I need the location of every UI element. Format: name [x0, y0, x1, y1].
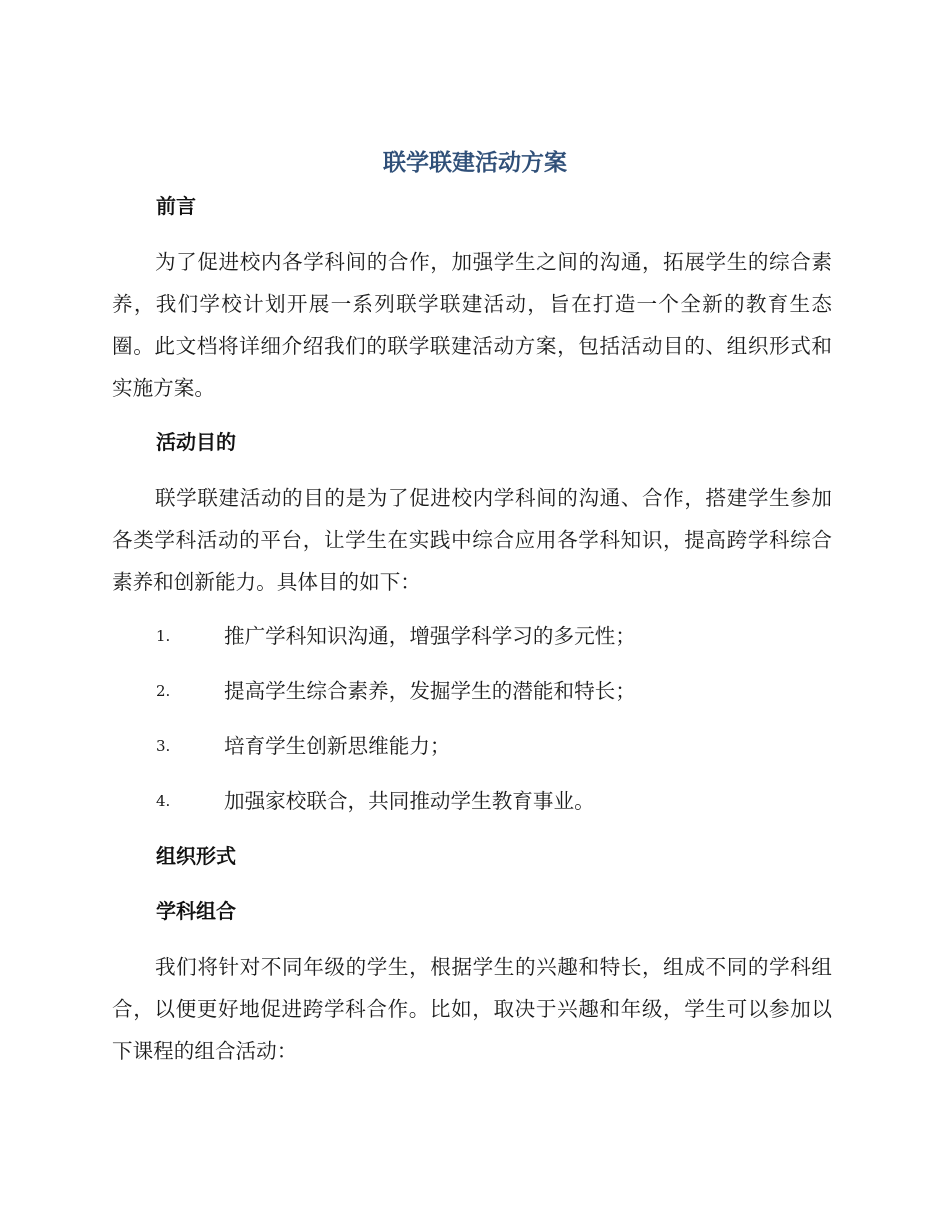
list-item [156, 621, 836, 651]
list-item [156, 676, 836, 706]
list-item-text: 加强家校联合，共同推动学生教育事业。 [224, 789, 595, 813]
list-item-number: 3. [156, 737, 171, 755]
paragraph-preface: 为了促进校内各学科间的合作，加强学生之间的沟通，拓展学生的综合素养，我们学校计划开展一系列联学联建活动，旨在打造一个全新的教育生态圈。此文档将详细介绍我们的联学联建活动方案，包括活动目的、组织形式和实施方案。 [112, 250, 832, 400]
list-item [156, 731, 836, 761]
list-item-text: 培育学生创新思维能力； [224, 734, 451, 758]
list-item-number: 1. [156, 627, 171, 645]
list-item-number: 2. [156, 682, 171, 700]
section-heading-purpose: 活动目的 [156, 430, 236, 454]
list-item-number: 4. [156, 792, 171, 810]
section-heading-preface: 前言 [156, 194, 196, 218]
subsection-heading-subject-groups: 学科组合 [156, 899, 236, 923]
section-heading-organization: 组织形式 [156, 844, 236, 868]
list-item-text: 提高学生综合素养，发掘学生的潜能和特长； [224, 679, 636, 703]
document-title: 联学联建活动方案 [383, 150, 567, 176]
paragraph-purpose: 联学联建活动的目的是为了促进校内学科间的沟通、合作，搭建学生参加各类学科活动的平台，让学生在实践中综合应用各学科知识，提高跨学科综合素养和创新能力。具体目的如下： [112, 486, 832, 594]
list-item [156, 786, 836, 816]
list-item-text: 推广学科知识沟通，增强学科学习的多元性； [224, 624, 636, 648]
paragraph-subject-groups: 我们将针对不同年级的学生，根据学生的兴趣和特长，组成不同的学科组合，以便更好地促进跨学科合作。比如，取决于兴趣和年级，学生可以参加以下课程的组合活动： [112, 955, 832, 1063]
